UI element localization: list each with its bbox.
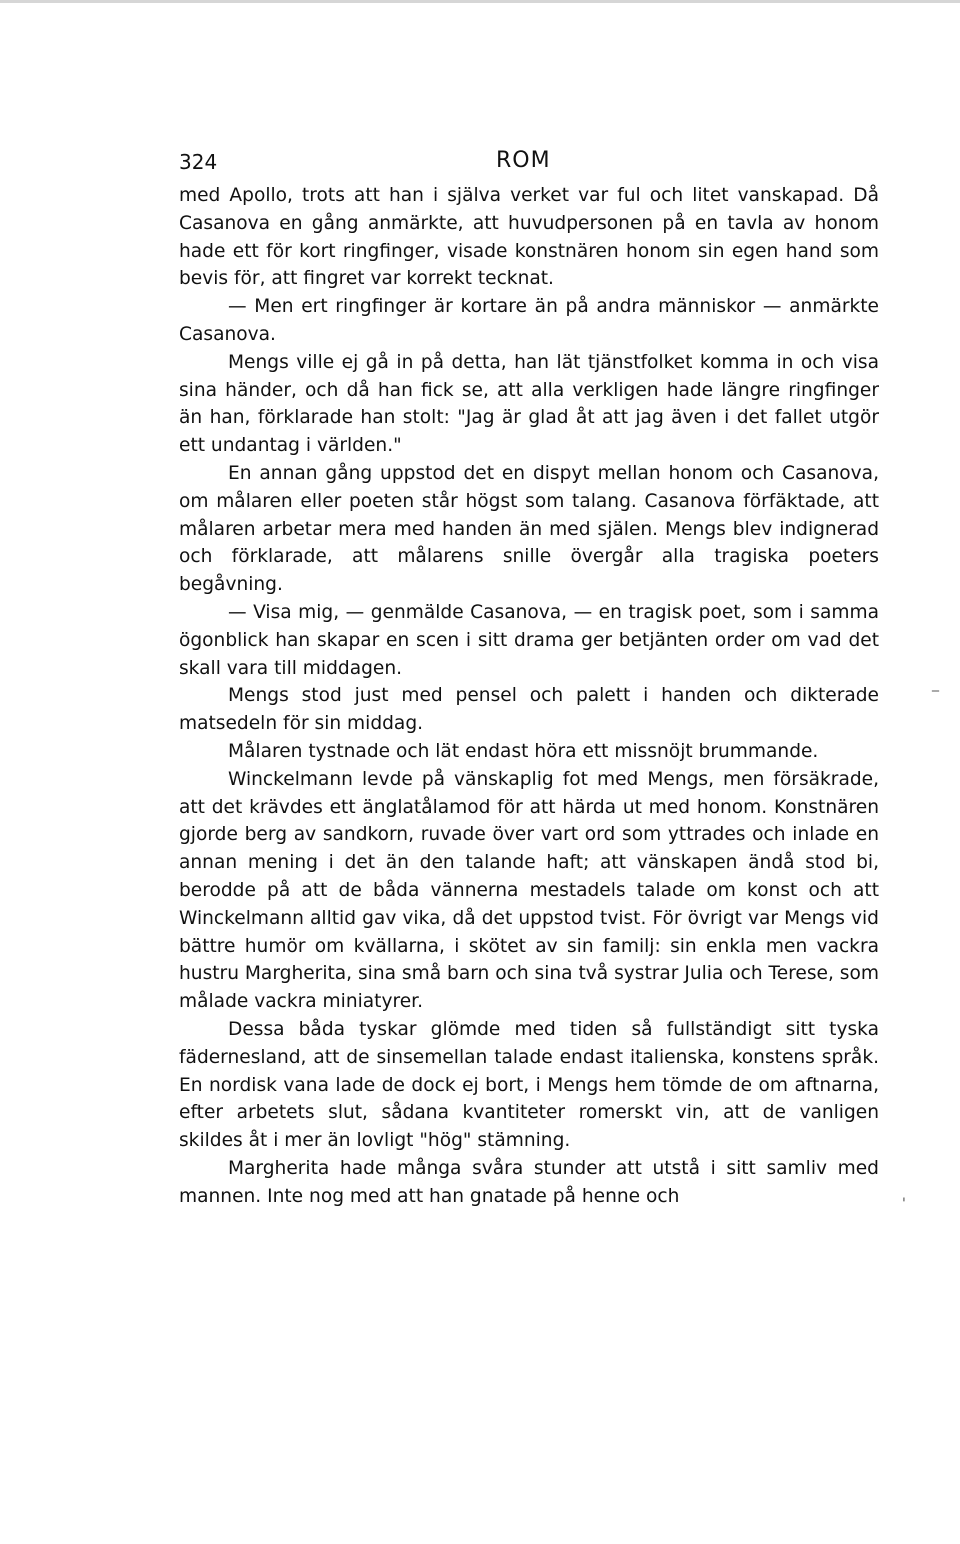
page-header xyxy=(179,142,879,182)
paragraph: En annan gång uppstod det en dispyt mellan honom och Casanova, om målaren eller poeten står högst som talang. Casanova förfäktade, att målaren arbetar mera med handen än med själen. Mengs blev indignerad och förklarade, att målarens snille övergår alla tragiska poeters begåvning. xyxy=(179,462,879,596)
paragraph: Winckelmann levde på vänskaplig fot med Mengs, men försäkrade, att det krävdes ett änglatålamod för att härda ut med honom. Konstnären gjorde berg av sandkorn, ruvade över vart ord som yttrades och inlade en annan mening i det än den talande haft; att vänskapen ändå stod bi, berodde på att de båda vännerna mestadels talade om konst och att Winckelmann alltid gav vika, då det uppstod tvist. För övrigt var Mengs vid bättre humör om kvällarna, i skötet av sin familj: sin enkla men vackra hustru Margherita, sina små barn och sina två systrar Julia och Terese, som målade vackra miniatyrer. xyxy=(179,768,879,1013)
paragraph: Margherita hade många svåra stunder att utstå i sitt samliv med mannen. Inte nog med att han gnatade på henne och xyxy=(179,1157,879,1207)
scan-edge xyxy=(0,0,960,3)
paragraph: Mengs ville ej gå in på detta, han lät tjänstfolket komma in och visa sina händer, och då han fick se, att alla verkligen hade längre ringfinger än han, förklarade han stolt: "Jag är glad åt att jag även i det fallet utgör ett undantag i världen." xyxy=(179,351,879,457)
running-title: ROM xyxy=(496,148,551,173)
body-text xyxy=(179,182,879,1210)
paragraph: Dessa båda tyskar glömde med tiden så fullständigt sitt tyska fädernesland, att de sinsemellan talade endast italienska, konstens språk. En nordisk vana lade de dock ej bort, i Mengs hem tömde de om aftnarna, efter arbetets slut, sådana kvantiteter romerskt vin, att de vanligen skildes åt i mer än lovligt "hög" stämning. xyxy=(179,1018,879,1152)
paragraph: — Visa mig, — genmälde Casanova, — en tragisk poet, som i samma ögonblick han skapar en scen i sitt drama ger betjänten order om vad det skall vara till middagen. xyxy=(179,601,879,679)
margin-mark: _ xyxy=(932,676,939,692)
paragraph: — Men ert ringfinger är kortare än på andra människor — anmärkte Casanova. xyxy=(179,296,879,345)
margin-mark: ' xyxy=(902,1196,906,1212)
paragraph: Mengs stod just med pensel och palett i handen och dikterade matsedeln för sin middag. xyxy=(179,685,879,735)
paragraph: Målaren tystnade och lät endast höra ett missnöjt brummande. xyxy=(228,740,819,762)
paragraph: med Apollo, trots att han i själva verket var ful och litet vanskapad. Då Casanova en gång anmärkte, att huvudpersonen på en tavla av honom hade ett för kort ringfinger, visade konstnären honom sin egen hand som bevis för, att fingret var korrekt tecknat. xyxy=(179,185,879,290)
page-number: 324 xyxy=(179,150,218,174)
